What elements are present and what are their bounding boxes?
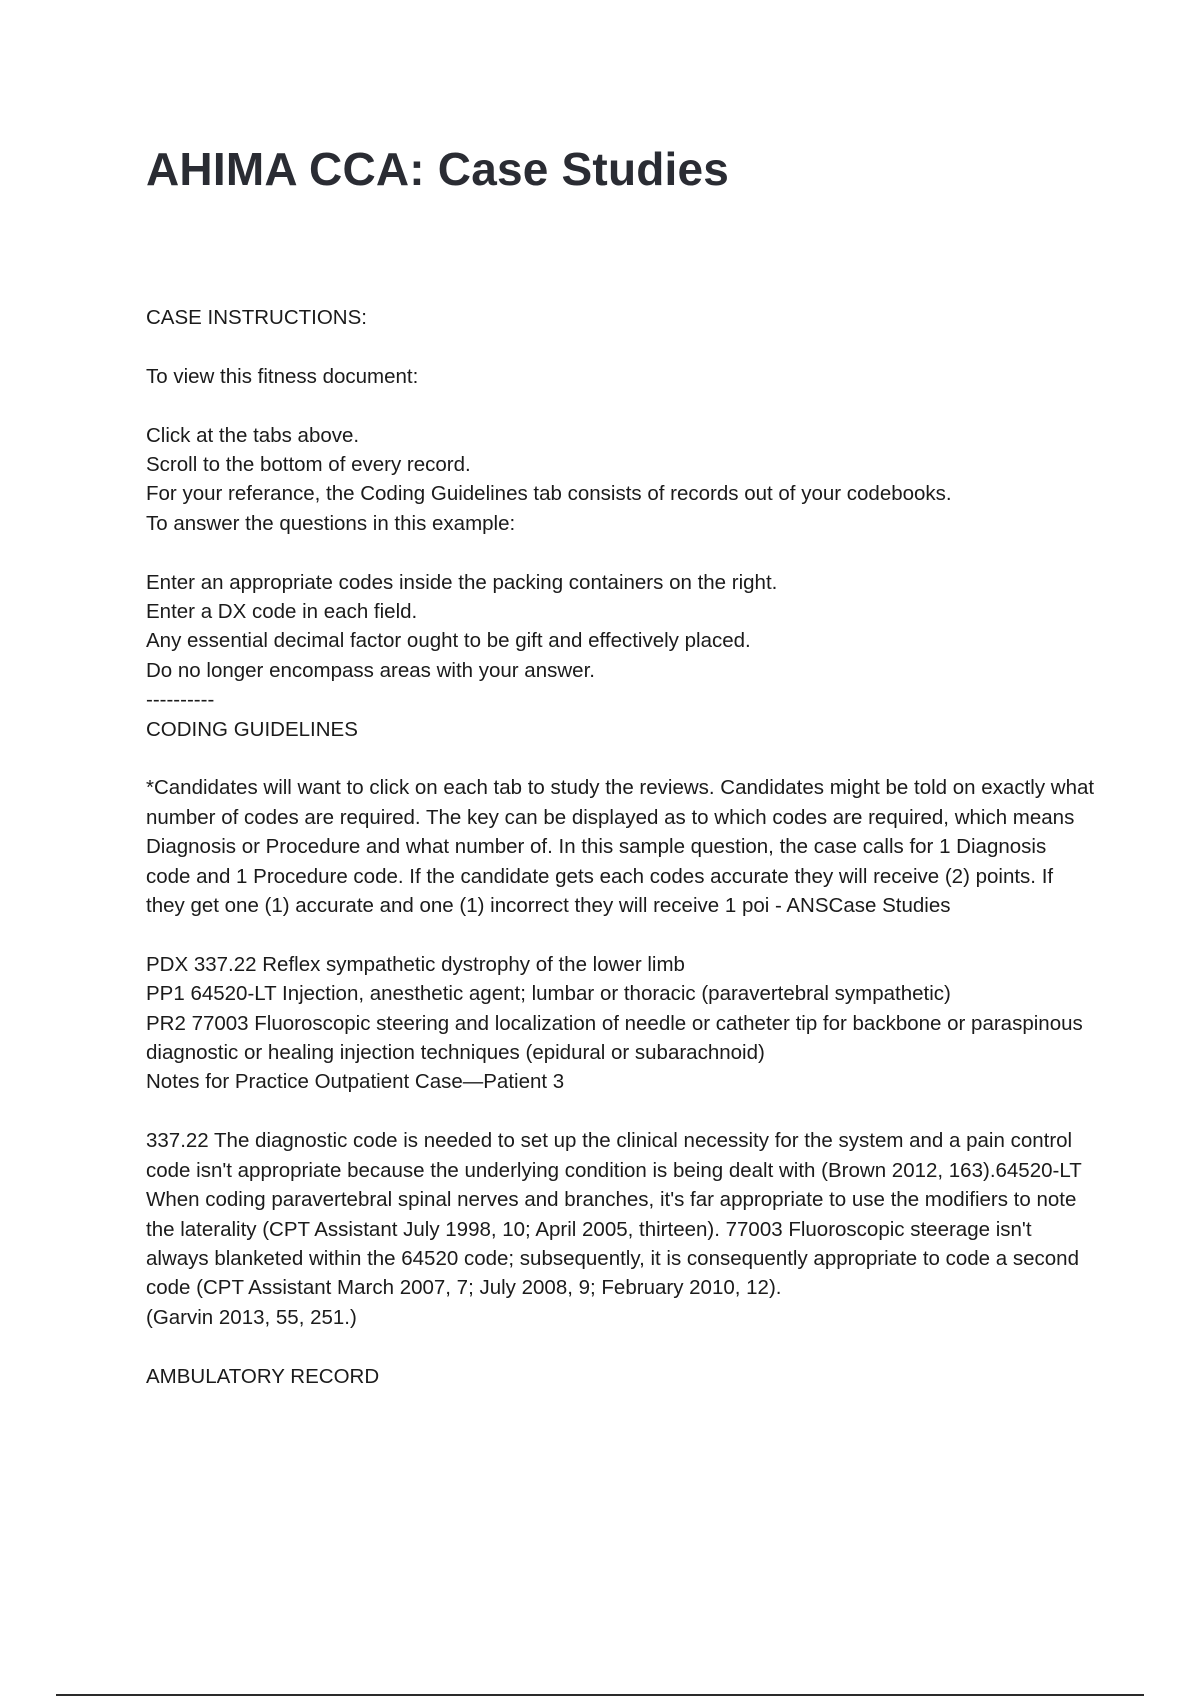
ambulatory-record-heading: AMBULATORY RECORD (146, 1364, 380, 1388)
code-entry: PP1 64520-LT Injection, anesthetic agent; lumbar or thoracic (paravertebral sympathetic) (146, 982, 951, 1006)
view-step: Click at the tabs above. (146, 423, 360, 447)
document-body (146, 303, 1096, 1391)
footer-divider (56, 1694, 1144, 1696)
view-intro: To view this fitness document: (146, 364, 419, 388)
view-step: To answer the questions in this example: (146, 511, 516, 535)
spacer (146, 391, 1096, 420)
answer-step: Enter an appropriate codes inside the packing containers on the right. (146, 570, 778, 594)
document-title: AHIMA CCA: Case Studies (146, 143, 730, 195)
answer-step: Enter a DX code in each field. (146, 600, 418, 624)
case-instructions-heading: CASE INSTRUCTIONS: (146, 306, 367, 329)
spacer (146, 744, 1096, 773)
view-step: For your referance, the Coding Guidelines tab consists of records out of your codebooks. (146, 482, 952, 506)
rationale-paragraph: 337.22 The diagnostic code is needed to set up the clinical necessity for the system and a pain control code isn't appropriate because the underlying condition is being dealt with (Brown 2012, 163).64520-LT When coding paravertebral spinal nerves and branches, it's far appropriate to use the modifiers to note the laterality (CPT Assistant July 1998, 10; April 2005, thirteen). 77003 Fluoroscopic steerage isn't always blanketed within the 64520 code; subsequently, it is consequently appropriate to code a second code (CPT Assistant March 2007, 7; July 2008, 9; February 2010, 12). (146, 1129, 1082, 1300)
answer-step: Do no longer encompass areas with your answer. (146, 658, 595, 682)
coding-guidelines-heading: CODING GUIDELINES (146, 717, 358, 741)
spacer (146, 920, 1096, 949)
section-separator: ---------- (146, 688, 215, 712)
code-entry: Notes for Practice Outpatient Case—Patient 3 (146, 1070, 565, 1094)
spacer (146, 538, 1096, 567)
answer-step: Any essential decimal factor ought to be gift and effectively placed. (146, 629, 751, 653)
spacer (146, 332, 1096, 361)
spacer (146, 1097, 1096, 1126)
spacer (146, 1332, 1096, 1361)
citation: (Garvin 2013, 55, 251.) (146, 1305, 357, 1329)
code-entry: PR2 77003 Fluoroscopic steering and localization of needle or catheter tip for backbone or paraspinous diagnostic or healing injection techniques (epidural or subarachnoid) (146, 1011, 1083, 1065)
view-step: Scroll to the bottom of every record. (146, 453, 471, 476)
code-entry: PDX 337.22 Reflex sympathetic dystrophy of the lower limb (146, 952, 685, 976)
guidelines-intro-paragraph: *Candidates will want to click on each tab to study the reviews. Candidates might be told on exactly what number of codes are required. The key can be displayed as to which codes are required, which means Diagnosis or Procedure and what number of. In this sample question, the case calls for 1 Diagnosis code and 1 Procedure code. If the candidate gets each codes accurate they will receive (2) points. If they get one (1) accurate and one (1) incorrect they will receive 1 poi - ANSCase Studies (146, 776, 1095, 918)
